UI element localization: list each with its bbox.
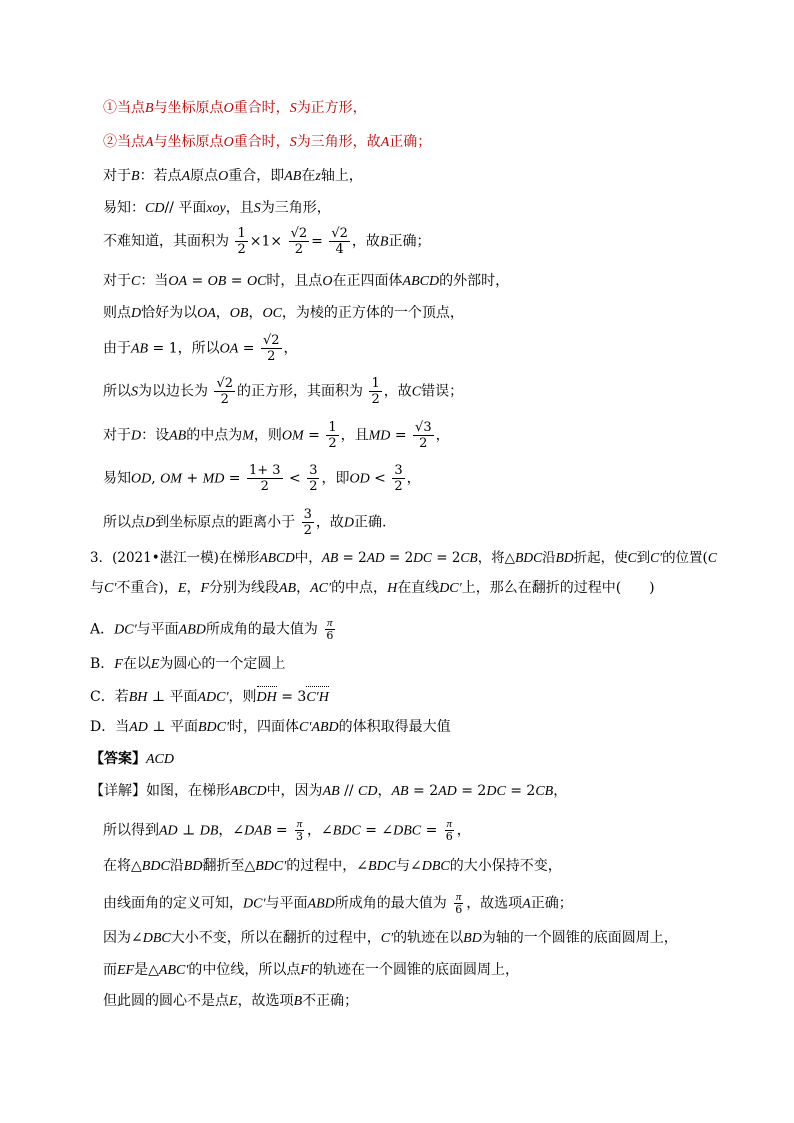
text: = ∠ <box>360 822 394 839</box>
question-3-line-1 <box>90 549 717 567</box>
text: 对于 <box>103 273 131 289</box>
fraction: $\frac{√2}{2}$ <box>216 376 234 407</box>
var: C′ABD <box>299 720 339 735</box>
text: 由线面角的定义可知， <box>103 895 243 912</box>
var: DC <box>413 550 432 565</box>
text: 与坐标原点 <box>153 134 224 150</box>
text: 不正确； <box>302 993 359 1009</box>
text: C．若 <box>90 689 129 705</box>
var: C <box>707 550 717 565</box>
solution-line-5 <box>103 226 430 257</box>
text: ， <box>406 470 421 487</box>
solution-line-8 <box>103 333 298 364</box>
fraction: $\frac{1}{2}$ <box>237 226 246 257</box>
text: ，且 <box>225 200 254 216</box>
text: ①当点 <box>103 100 145 116</box>
text: 正确； <box>389 134 432 150</box>
text: = 2 <box>431 550 461 566</box>
text: 由于 <box>103 340 131 357</box>
var: CD <box>145 201 165 216</box>
text: 与坐标原点 <box>153 100 224 116</box>
var: OD <box>131 471 152 487</box>
text: ， <box>553 783 568 799</box>
var: CD <box>358 784 378 799</box>
text: ：当 <box>140 273 169 289</box>
var: E <box>150 657 160 672</box>
fraction: $\frac{√3}{2}$ <box>415 420 432 451</box>
text: ， <box>283 340 298 357</box>
text: ⊥ 平面 <box>147 689 198 705</box>
fraction: $\frac{\pi}{6}$ <box>326 617 334 642</box>
detail-line-6 <box>103 961 519 980</box>
text: 的体积取得最大值 <box>338 719 451 735</box>
var: OM <box>160 471 182 487</box>
var: AB <box>169 428 187 444</box>
var: CB <box>460 550 478 565</box>
var: C <box>411 384 422 400</box>
answer-label: 【答案】 <box>90 751 146 767</box>
var: DC′ <box>114 622 137 638</box>
var: BDC <box>515 550 543 565</box>
text: 的中点， <box>331 580 388 596</box>
text: 对于 <box>103 168 131 184</box>
option-b <box>90 655 285 674</box>
text: ，故选项 <box>466 895 523 912</box>
text: // <box>339 783 359 799</box>
solution-line-2 <box>103 133 431 152</box>
text: 与 <box>90 580 104 596</box>
text: 为以边长为 <box>138 383 208 400</box>
text: = 2 <box>384 550 414 566</box>
var: DC <box>486 784 506 799</box>
var: CB <box>535 784 554 799</box>
text: ，故 <box>383 383 412 400</box>
text: 重合时， <box>233 100 290 116</box>
text: 所以 <box>103 383 131 400</box>
text: 则点 <box>103 305 131 321</box>
text: 时，四面体 <box>229 719 300 735</box>
var: z <box>315 169 321 184</box>
var: H <box>387 581 398 596</box>
var: BDC <box>141 859 170 874</box>
text: ⊥ <box>177 822 200 839</box>
text: 原点 <box>190 168 219 184</box>
text: ， <box>215 305 230 321</box>
solution-line-1 <box>103 99 367 118</box>
text: 到 <box>636 550 651 566</box>
question-3-line-2 <box>90 579 655 598</box>
text: = <box>187 273 208 289</box>
text: ，∠ <box>218 822 245 839</box>
text: 到坐标原点的距离小于 <box>155 514 296 531</box>
var: AD <box>129 720 148 735</box>
text: 为三角形， <box>260 200 331 216</box>
var: AB <box>279 581 297 596</box>
fraction: $\frac{\pi}{3}$ <box>296 818 304 843</box>
var: xoy <box>206 201 226 216</box>
text: < <box>369 470 391 487</box>
text: = <box>303 427 325 444</box>
text: 不重合)， <box>116 580 178 596</box>
var: F <box>114 657 123 672</box>
text: 正确. <box>353 514 387 531</box>
var: AB <box>321 550 339 565</box>
fraction: $\frac{√2}{2}$ <box>262 333 280 364</box>
text: + <box>181 470 203 487</box>
text: 在将△ <box>103 858 142 874</box>
var: B <box>379 234 389 250</box>
text: 为圆心的一个定圆上 <box>159 656 286 672</box>
text: 正确； <box>530 895 573 912</box>
var: EF <box>117 963 135 978</box>
var: ABD <box>178 622 206 638</box>
var: AD <box>366 550 385 565</box>
text: , <box>151 470 161 487</box>
var: A <box>181 169 191 184</box>
solution-line-7 <box>103 304 464 323</box>
var: BH <box>128 690 148 705</box>
vector: C′H <box>306 690 329 705</box>
text: 上，那么在翻折的过程中( ) <box>461 580 655 596</box>
text: ⊥ 平面 <box>147 719 198 735</box>
text: 的过程中，∠ <box>286 858 369 874</box>
var: AB <box>322 784 340 799</box>
var: DC′ <box>243 896 266 912</box>
fraction: $\frac{1}{2}$ <box>371 376 380 407</box>
var: S <box>289 101 297 116</box>
var: A <box>522 896 531 912</box>
var: AB <box>131 341 149 357</box>
text: 的轨迹在一个圆锥的底面圆周上， <box>308 962 519 978</box>
fraction: $\frac{3}{2}$ <box>394 463 403 494</box>
var: DBC <box>393 823 422 839</box>
text: 中，因为 <box>266 783 323 799</box>
var: DAB <box>244 823 272 839</box>
text: 所成角的最大值为 <box>205 621 318 638</box>
text: 中， <box>294 550 322 566</box>
var: OA <box>168 274 188 289</box>
text: = 2 <box>505 783 536 799</box>
var: BD <box>463 931 482 946</box>
var: D <box>131 428 142 444</box>
var: MD <box>368 428 391 444</box>
answer-value: ACD <box>146 752 174 767</box>
option-a <box>90 617 337 642</box>
text: 为三角形，故 <box>296 134 381 150</box>
var: S <box>131 384 138 400</box>
text: 易知： <box>103 200 145 216</box>
text: 错误； <box>421 383 464 400</box>
fraction: $\frac{3}{2}$ <box>303 507 312 538</box>
var: AC′ <box>310 581 332 596</box>
vector: DH <box>256 690 277 705</box>
text: 所以点 <box>103 514 145 531</box>
text: 轴上， <box>320 168 363 184</box>
var: AD <box>438 784 457 799</box>
var: OD <box>349 471 370 487</box>
var: D <box>131 306 142 321</box>
text: 折起，使 <box>573 550 628 566</box>
text: = <box>421 822 442 839</box>
text: ，即 <box>321 470 350 487</box>
fraction: $\frac{\pi}{6}$ <box>455 891 463 916</box>
var: OA <box>197 306 216 321</box>
solution-line-11 <box>103 463 421 494</box>
text: = 2 <box>408 783 439 799</box>
text: = <box>311 233 323 250</box>
var: O <box>322 274 333 289</box>
var: B <box>145 101 154 116</box>
var: BD <box>183 859 203 874</box>
var: DBC <box>421 859 450 874</box>
var: S <box>289 135 297 150</box>
text: 的大小保持不变， <box>449 858 562 874</box>
text: 的位置( <box>662 550 708 566</box>
text: 【详解】如图，在梯形 <box>90 783 230 799</box>
text: 重合时， <box>233 134 290 150</box>
text: ，则 <box>228 689 257 705</box>
text: ：若点 <box>139 168 182 184</box>
text: ， <box>435 427 450 444</box>
text: 为轴的一个圆锥的底面圆周上， <box>481 930 678 946</box>
fraction: $\frac{1}{2}$ <box>328 420 337 451</box>
text: = <box>224 470 245 487</box>
fraction: $\frac{1+ 3}{2}$ <box>248 463 281 494</box>
text: 的中点为 <box>186 427 243 444</box>
var: C <box>131 274 141 289</box>
var: ABCD <box>259 550 295 565</box>
var: OA <box>219 341 239 357</box>
var: O <box>223 135 234 150</box>
text: = 2 <box>456 783 487 799</box>
text: ，故选项 <box>237 993 294 1009</box>
text: = 3 <box>276 689 307 705</box>
var: OB <box>207 274 227 289</box>
var: C′ <box>380 931 394 946</box>
var: B <box>293 994 303 1009</box>
var: DBC <box>142 931 171 946</box>
var: BDC <box>332 823 361 839</box>
var: OC <box>262 306 282 321</box>
text: = <box>271 822 293 839</box>
var: A <box>380 135 390 150</box>
var: ABD <box>307 896 335 912</box>
var: F <box>200 581 209 596</box>
text: 在正四面体 <box>332 273 403 289</box>
text: 与∠ <box>396 858 422 874</box>
text: A． <box>90 621 115 638</box>
answer-line <box>90 750 174 769</box>
fraction: $\frac{√2}{2}$ <box>290 226 308 257</box>
var: E <box>229 994 238 1009</box>
fraction: $\frac{√2}{4}$ <box>331 226 348 257</box>
text: 沿 <box>169 858 184 874</box>
var: C′ <box>650 550 663 565</box>
var: F <box>300 963 309 978</box>
text: ， <box>377 783 392 799</box>
fraction: $\frac{\pi}{6}$ <box>445 818 453 843</box>
var: ABCD <box>402 274 440 289</box>
var: OB <box>229 306 249 321</box>
solution-line-12 <box>103 507 386 538</box>
var: OM <box>281 428 304 444</box>
text: 翻折至△ <box>202 858 256 874</box>
text: 为正方形， <box>296 100 367 116</box>
text: 而 <box>103 962 117 978</box>
text: 所以得到 <box>103 822 159 839</box>
var: MD <box>202 471 225 487</box>
text: ， <box>248 305 263 321</box>
text: ，∠ <box>307 822 333 839</box>
text: 的外部时， <box>439 273 510 289</box>
detail-line-2 <box>103 818 471 843</box>
var: B <box>131 169 140 184</box>
var: OC <box>246 274 267 289</box>
text: ×1× <box>249 233 283 250</box>
var: A <box>145 135 154 150</box>
text: 在直线 <box>397 580 440 596</box>
var: BD <box>555 550 574 565</box>
var: O <box>218 169 229 184</box>
var: S <box>253 201 261 216</box>
text: = <box>390 427 412 444</box>
text: = 1，所以 <box>148 340 220 357</box>
var: D <box>145 515 156 531</box>
text: 所成角的最大值为 <box>334 895 447 912</box>
var: BDC′ <box>197 720 230 735</box>
var: AD <box>159 823 178 839</box>
var: C <box>627 550 637 565</box>
text: ，为棱的正方体的一个顶点， <box>281 305 464 321</box>
text: 分别为线段 <box>209 580 279 596</box>
var: E <box>177 581 187 596</box>
detail-line-3 <box>103 857 562 876</box>
text: 易知 <box>103 470 131 487</box>
text: 在以 <box>122 656 151 672</box>
text: 不难知道，其面积为 <box>103 233 229 250</box>
var: AB <box>391 784 409 799</box>
text: 的中位线，所以点 <box>188 962 301 978</box>
text: 但此圆的圆心不是点 <box>103 993 229 1009</box>
detail-line-1 <box>90 782 567 801</box>
text: 大小不变，所以在翻折的过程中， <box>170 930 381 946</box>
text: 时，且点 <box>266 273 323 289</box>
text: ：设 <box>141 427 170 444</box>
text: 沿 <box>542 550 556 566</box>
var: D <box>343 515 354 531</box>
text: 对于 <box>103 427 131 444</box>
text: ，故 <box>315 514 344 531</box>
var: C′ <box>104 581 117 596</box>
var: O <box>223 101 234 116</box>
text: ， <box>296 580 311 596</box>
text: B． <box>90 656 115 672</box>
var: ADC′ <box>197 690 229 705</box>
text: 正确； <box>388 233 431 250</box>
detail-line-4 <box>103 891 573 916</box>
text: ， <box>186 580 201 596</box>
var: ABCD <box>230 784 267 799</box>
fraction: $\frac{3}{2}$ <box>309 463 318 494</box>
option-d <box>90 718 451 737</box>
text: = <box>238 340 259 357</box>
text: = 2 <box>338 550 367 566</box>
solution-line-10 <box>103 420 450 451</box>
text: < <box>284 470 306 487</box>
text: 因为∠ <box>103 930 143 946</box>
solution-line-9 <box>103 376 463 407</box>
text: 恰好为以 <box>141 305 198 321</box>
var: BDC′ <box>255 859 287 874</box>
text: 重合，即 <box>228 168 285 184</box>
text: 的轨迹在以 <box>393 930 464 946</box>
var: DC′ <box>439 581 462 596</box>
text: ②当点 <box>103 134 145 150</box>
var: ABC′ <box>158 963 189 978</box>
solution-line-6 <box>103 272 509 291</box>
option-c <box>90 688 329 707</box>
text: ，将△ <box>477 550 516 566</box>
text: = <box>226 273 247 289</box>
detail-line-7 <box>103 992 358 1011</box>
text: D．当 <box>90 719 130 735</box>
text: 3．(2021•湛江一模)在梯形 <box>90 550 260 566</box>
text: 与平面 <box>265 895 308 912</box>
var: DB <box>199 823 219 839</box>
detail-line-5 <box>103 929 678 948</box>
solution-line-4 <box>103 199 331 218</box>
var: BDC <box>368 859 397 874</box>
text: // 平面 <box>164 200 207 216</box>
var: M <box>242 428 254 444</box>
text: ，则 <box>253 427 282 444</box>
var: AB <box>284 169 302 184</box>
text: ，故 <box>351 233 380 250</box>
text: ， <box>456 822 471 839</box>
text: 与平面 <box>136 621 179 638</box>
text: 的正方形，其面积为 <box>237 383 364 400</box>
text: 是△ <box>134 962 159 978</box>
solution-line-3 <box>103 167 363 186</box>
text: ，且 <box>340 427 369 444</box>
text: 在 <box>301 168 316 184</box>
